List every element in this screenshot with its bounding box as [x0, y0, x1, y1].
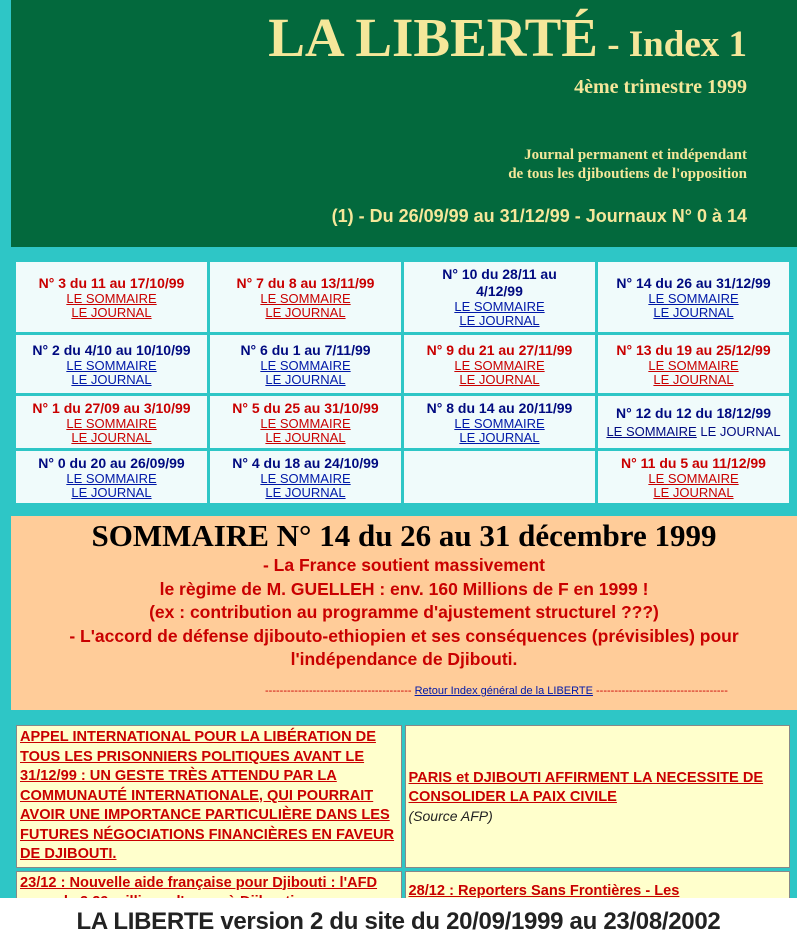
sommaire-link[interactable]: LE SOMMAIRE: [606, 424, 697, 439]
inline-links: [600, 425, 787, 439]
issue-cell: [16, 396, 207, 448]
sommaire-link[interactable]: LE SOMMAIRE: [260, 470, 351, 486]
issue-title: N° 13 du 19 au 25/12/99: [616, 341, 771, 358]
issue-title: N° 12 du 12 du 18/12/99: [615, 405, 771, 421]
sommaire-link[interactable]: LE SOMMAIRE: [454, 357, 545, 373]
journal-link[interactable]: LE JOURNAL: [459, 429, 540, 445]
journal-link[interactable]: LE JOURNAL: [459, 313, 540, 328]
sommaire-link[interactable]: LE SOMMAIRE: [454, 299, 545, 314]
journal-link[interactable]: LE JOURNAL: [265, 371, 346, 387]
journal-link[interactable]: LE JOURNAL: [71, 429, 152, 445]
issue-title: N° 0 du 20 au 26/09/99: [38, 454, 185, 471]
sommaire-line-2: le règime de M. GUELLEH : env. 160 Millions de F en 1999 !: [159, 578, 649, 599]
sommaire-box: [11, 516, 797, 710]
journal-link[interactable]: LE JOURNAL: [265, 484, 346, 500]
issue-cell: [404, 335, 595, 393]
issue-title: N° 3 du 11 au 17/10/99: [38, 274, 185, 291]
article-cell: [16, 725, 402, 868]
journal-link[interactable]: LE JOURNAL: [653, 304, 734, 320]
issue-cell: [16, 335, 207, 393]
sommaire-link[interactable]: LE SOMMAIRE: [66, 357, 157, 373]
masthead-main: LA LIBERTÉ: [268, 7, 598, 68]
issue-cell: [598, 451, 789, 503]
issue-cell: [598, 396, 789, 448]
journal-link[interactable]: LE JOURNAL: [265, 304, 346, 320]
sommaire-line-3: (ex : contribution au programme d'ajustement structurel ???): [149, 602, 659, 622]
issue-title: N° 10 du 28/11 au 4/12/99: [442, 266, 557, 299]
issue-title: N° 1 du 27/09 au 3/10/99: [32, 399, 191, 416]
journal-link[interactable]: LE JOURNAL: [265, 429, 346, 445]
journal-link[interactable]: LE JOURNAL: [71, 371, 152, 387]
sommaire-link[interactable]: LE SOMMAIRE: [648, 357, 739, 373]
issue-cell: [16, 451, 207, 503]
sommaire-line-1: - La France soutient massivement: [262, 555, 546, 575]
sommaire-link[interactable]: LE SOMMAIRE: [260, 415, 351, 431]
journal-link[interactable]: LE JOURNAL: [71, 484, 152, 500]
issue-grid: [13, 259, 792, 506]
sommaire-link[interactable]: LE SOMMAIRE: [260, 357, 351, 373]
issue-title: N° 5 du 25 au 31/10/99: [232, 399, 379, 416]
article-link[interactable]: 23/12 : Nouvelle aide française pour Djibouti : l'AFD: [20, 874, 378, 891]
issue-cell: [404, 262, 595, 332]
journal-link[interactable]: LE JOURNAL: [653, 484, 734, 500]
page-caption: LA LIBERTE version 2 du site du 20/09/1999 au 23/08/2002: [0, 898, 797, 945]
issue-cell-empty: [404, 451, 595, 503]
issue-cell: [404, 396, 595, 448]
issue-title: N° 2 du 4/10 au 10/10/99: [32, 341, 191, 358]
article-link[interactable]: PARIS et DJIBOUTI AFFIRMENT LA NECESSITE DE CONSOLIDER LA PAIX CIVILE: [408, 769, 764, 806]
issue-cell: [210, 262, 401, 332]
issue-cell: [210, 335, 401, 393]
sommaire-link[interactable]: LE SOMMAIRE: [648, 290, 739, 306]
sommaire-title: SOMMAIRE N° 14 du 26 au 31 décembre 1999: [91, 518, 717, 553]
article-link[interactable]: APPEL INTERNATIONAL POUR LA LIBÉRATION DE TOUS LES PRISONNIERS POLITIQUES AVANT LE 31/12/99 : UN GESTE TRÈS ATTENDU PAR LA COMMUNAUTÉ INTERNATIONALE, QUI POURRAIT AVOIR UNE IMPORTANCE PARTICULIÈRE DANS LES FUTURES NÉGOCIATIONS FINANCIÈRES EN FAVEUR DE DJIBOUTI.: [20, 729, 395, 862]
quarter-label: 4ème trimestre 1999: [574, 76, 747, 98]
dashes-right: ------------------------------------: [592, 685, 728, 697]
article-source: (Source AFP): [408, 807, 493, 824]
issue-cell: [210, 451, 401, 503]
article-cell: [405, 725, 791, 868]
issue-title: N° 4 du 18 au 24/10/99: [232, 454, 379, 471]
sommaire-link[interactable]: LE SOMMAIRE: [648, 470, 739, 486]
back-to-index: [265, 685, 728, 697]
issue-title: N° 7 du 8 au 13/11/99: [236, 274, 375, 291]
tagline-line-1: Journal permanent et indépendant: [524, 147, 747, 163]
journal-link[interactable]: LE JOURNAL: [71, 304, 152, 320]
sommaire-link[interactable]: LE SOMMAIRE: [66, 290, 157, 306]
tagline: [508, 146, 747, 184]
issue-title: N° 11 du 5 au 11/12/99: [621, 454, 766, 471]
issue-cell: [16, 262, 207, 332]
issue-cell: [210, 396, 401, 448]
sommaire-link[interactable]: LE SOMMAIRE: [260, 290, 351, 306]
sommaire-link[interactable]: LE SOMMAIRE: [454, 415, 545, 431]
date-range: (1) - Du 26/09/99 au 31/12/99 - Journaux N° 0 à 14: [331, 206, 747, 226]
issue-cell: [598, 262, 789, 332]
masthead-index: - Index 1: [597, 24, 747, 65]
tagline-line-2: de tous les djiboutiens de l'opposition: [508, 166, 747, 182]
issue-title: N° 6 du 1 au 7/11/99: [240, 341, 371, 358]
issue-title: N° 8 du 14 au 20/11/99: [426, 399, 573, 416]
back-to-index-link[interactable]: Retour Index général de la LIBERTE: [414, 685, 593, 697]
issue-title: N° 9 du 21 au 27/11/99: [426, 341, 573, 358]
issue-title: N° 14 du 26 au 31/12/99: [616, 274, 771, 291]
journal-link[interactable]: LE JOURNAL: [653, 371, 734, 387]
issue-cell: [598, 335, 789, 393]
sommaire-link[interactable]: LE SOMMAIRE: [66, 470, 157, 486]
header-banner: [11, 0, 797, 247]
sommaire-link[interactable]: LE SOMMAIRE: [66, 415, 157, 431]
article-link[interactable]: 28/12 : Reporters Sans Frontières - Les: [408, 882, 680, 899]
dashes-left: ----------------------------------------: [265, 685, 415, 697]
journal-label: LE JOURNAL: [700, 424, 781, 439]
sommaire-line-4: - L'accord de défense djibouto-ethiopien et ses conséquences (prévisibles) pour: [69, 625, 739, 646]
masthead-title: [268, 6, 747, 69]
journal-link[interactable]: LE JOURNAL: [459, 371, 540, 387]
sommaire-line-5: l'indépendance de Djibouti.: [290, 649, 518, 669]
